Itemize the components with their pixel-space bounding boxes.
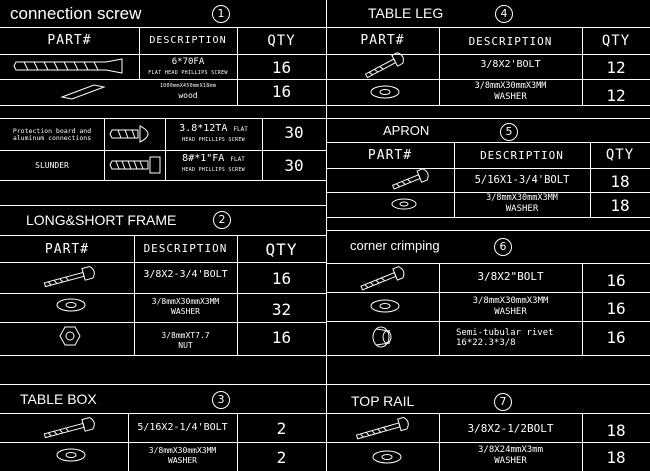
row-description: 3/8mmX30mmX3MM <box>486 193 558 203</box>
header-description: DESCRIPTION <box>149 35 227 46</box>
row-description-line2: WASHER <box>505 204 539 214</box>
row-description: wood <box>178 91 198 100</box>
header-qty: QTY <box>605 147 635 163</box>
section-title: connection screw <box>10 4 142 23</box>
row-description: 3.8*12TA FLAT <box>179 123 248 134</box>
row-qty: 18 <box>606 421 626 440</box>
rivet-icon <box>370 324 396 350</box>
row-label: Protection board and aluminum connections <box>12 127 92 142</box>
header-qty: QTY <box>267 33 296 49</box>
section-number-badge: 1 <box>212 5 230 23</box>
header-description: DESCRIPTION <box>143 242 228 255</box>
section-title: TABLE LEG <box>368 5 444 21</box>
bolt-icon <box>40 417 100 441</box>
row-qty: 2 <box>276 448 287 467</box>
section-number-badge: 6 <box>494 238 512 256</box>
wood-block-icon <box>60 83 106 101</box>
row-description-line2: WASHER <box>168 456 197 465</box>
bolt-icon <box>40 266 100 290</box>
row-description: Semi-tubular rivet <box>456 328 554 338</box>
row-description: 5/16X1-3/4'BOLT <box>474 174 570 186</box>
section-title: TABLE BOX <box>20 391 97 407</box>
header-qty: QTY <box>601 33 631 49</box>
washer-icon <box>54 297 88 313</box>
row-qty: 18 <box>610 172 630 191</box>
bolt-icon <box>356 266 412 292</box>
row-qty: 2 <box>276 419 287 438</box>
row-qty: 12 <box>606 86 626 105</box>
row-qty: 16 <box>606 328 626 347</box>
row-qty: 16 <box>606 271 626 290</box>
row-qty: 16 <box>271 58 292 77</box>
row-description: 3/8mmX30mmX3MM <box>151 297 220 306</box>
header-part: PART# <box>44 242 90 257</box>
row-description-line2: WASHER <box>171 307 200 316</box>
row-description: 3/8mmX30mmX3MM <box>474 81 547 91</box>
row-qty: 30 <box>284 156 304 175</box>
row-qty: 16 <box>606 299 626 318</box>
washer-icon <box>370 449 404 465</box>
row-description-line2: WASHER <box>494 92 527 102</box>
row-description: 3/8X2'BOLT <box>480 59 541 70</box>
header-qty: QTY <box>265 240 298 259</box>
row-label: SLUNDER <box>35 161 69 170</box>
row-description-sub: HEAD PHILLIPS SCREW <box>182 167 245 173</box>
row-qty: 18 <box>606 448 626 467</box>
section-number-badge: 5 <box>500 123 518 141</box>
row-description: 3/8X2-1/2BOLT <box>467 422 554 435</box>
row-description-line2: WASHER <box>494 307 527 317</box>
header-description: DESCRIPTION <box>468 35 553 48</box>
row-description-block <box>456 328 582 349</box>
bolt-icon <box>388 168 434 192</box>
row-qty: 30 <box>284 123 304 142</box>
header-part: PART# <box>367 148 413 163</box>
row-description: 3/8mmX30mmX3MM <box>472 296 549 306</box>
washer-icon <box>54 447 88 463</box>
screw-icon <box>110 124 160 144</box>
row-description-line2: NUT <box>178 341 193 350</box>
row-description-line2: WASHER <box>494 456 527 466</box>
section-title: LONG&SHORT FRAME <box>26 212 177 228</box>
row-qty: 18 <box>610 196 630 215</box>
header-part: PART# <box>47 33 92 48</box>
section-title: corner crimping <box>350 238 440 253</box>
header-description: DESCRIPTION <box>480 149 564 162</box>
nut-icon <box>59 325 81 347</box>
washer-icon <box>389 197 419 211</box>
row-qty: 32 <box>271 300 292 319</box>
row-description: 5/16X2-1/4'BOLT <box>137 422 228 433</box>
row-description: 3/8X2"BOLT <box>477 270 544 283</box>
section-number-badge: 3 <box>212 391 230 409</box>
bolt-icon <box>352 416 418 442</box>
washer-icon <box>368 84 402 100</box>
row-description-sub: HEAD PHILLIPS SCREW <box>182 137 245 143</box>
row-description: 3/8X24mmX3mm <box>477 445 544 455</box>
bolt-icon <box>360 53 410 79</box>
row-description: 3/8mmX30mmX3MM <box>148 446 217 455</box>
section-title: APRON <box>383 123 430 138</box>
row-qty: 12 <box>606 58 626 77</box>
row-description-sub: 1000mmX450mmX18mm <box>159 83 217 89</box>
row-description: 3/8mmXT7.7 <box>161 331 210 340</box>
header-part: PART# <box>360 33 405 48</box>
row-description: 3/8X2-3/4'BOLT <box>143 269 228 280</box>
section-number-badge: 7 <box>494 393 512 411</box>
section-number-badge: 4 <box>495 5 513 23</box>
screw-icon <box>110 156 162 174</box>
row-qty: 16 <box>271 328 292 347</box>
row-description-line2: 16*22.3*3/8 <box>456 338 516 349</box>
section-number-badge: 2 <box>213 211 231 229</box>
row-description: 6*70FA <box>171 57 205 67</box>
screw-icon <box>14 59 124 73</box>
row-description: 8#*1"FA FLAT <box>182 153 245 164</box>
row-qty: 16 <box>271 269 292 288</box>
washer-icon <box>368 298 402 314</box>
section-title: TOP RAIL <box>351 393 415 409</box>
row-description-sub: FLAT HEAD PHILLIPS SCREW <box>148 70 228 76</box>
row-qty: 16 <box>271 82 292 101</box>
